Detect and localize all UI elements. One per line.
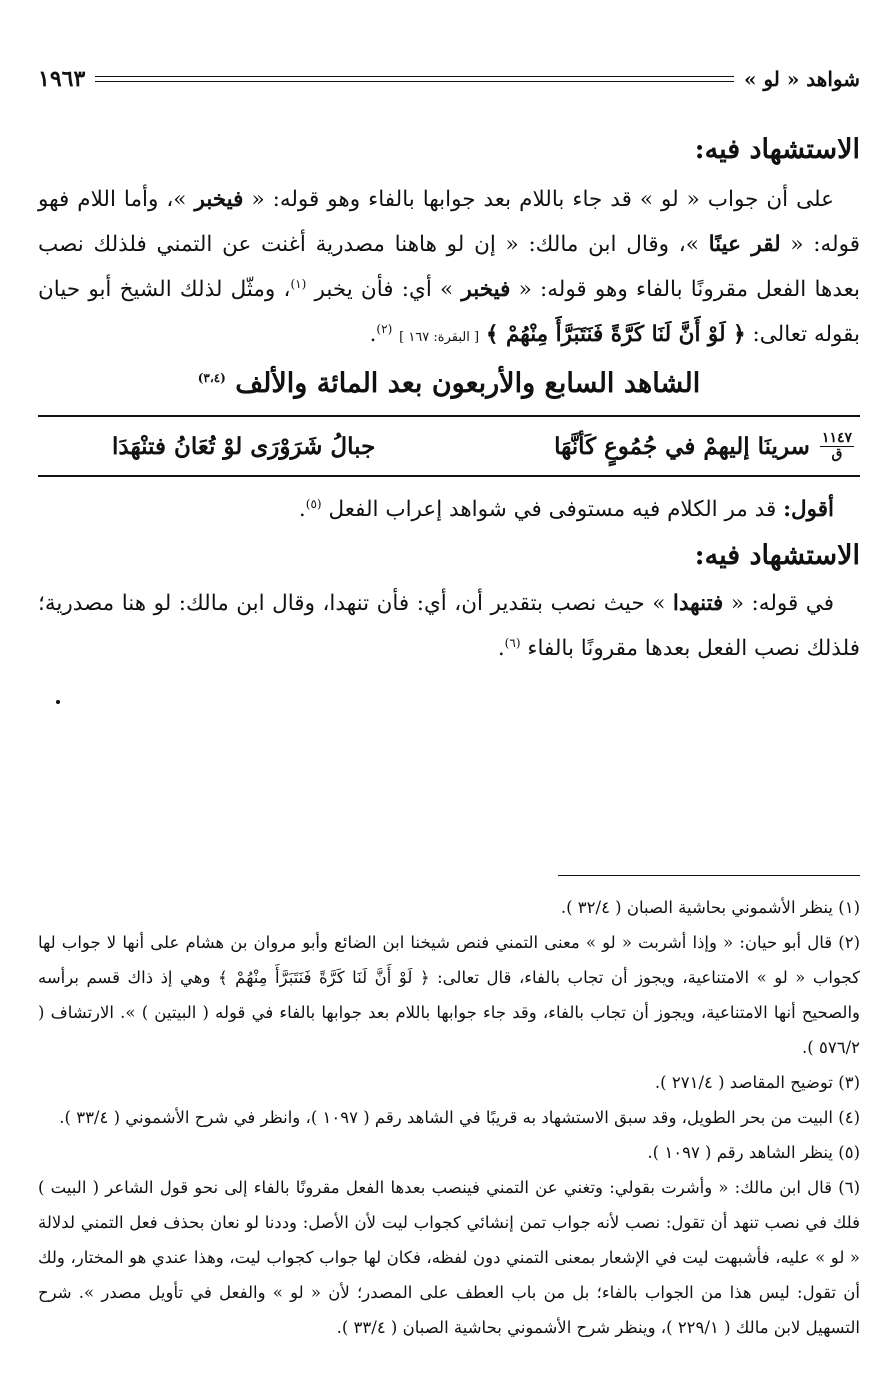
verse-number xyxy=(820,431,854,462)
text-run: » حيث نصب بتقدير أن، أي: فأن تنهدا، وقال ابن مالك: لو هنا مصدرية؛ فلذلك نصب الفعل بعدها مقرونًا بالفاء xyxy=(38,591,860,661)
quoted-word: فتنهدا xyxy=(672,591,724,616)
quoted-word: لقر عينًا xyxy=(708,232,781,257)
verse-number-value: ١١٤٧ xyxy=(821,429,852,446)
header-double-rule xyxy=(95,76,734,82)
quoted-word: فيخبر xyxy=(461,277,511,302)
footnote-2: (٢) قال أبو حيان: « وإذا أشربت « لو » معنى التمني فنص شيخنا ابن الضائع وأبو مروان بن هشام على أنها لا جواب لها كجواب « لو » الامتناعية، ويجوز أن تجاب بالفاء، قال تعالى: ﴿ لَوْ أَنَّ لَنَا كَرَّةً فَنَتَبَرَّأَ مِنْهُمْ ﴾ وهي إذ ذاك قسم برأسه والصحيح أنها الامتناعية، ويجوز أن تجاب بالفاء، وقد جاء جوابها باللام بعد جوابها بالفاء في قوله ( البيتين ) ». الارتشاف ( ٥٧٦/٢ ). xyxy=(38,933,860,1057)
footnote-4: (٤) البيت من بحر الطويل، وقد سبق الاستشهاد به قريبًا في الشاهد رقم ( ١٠٩٧ )، وانظر في شرح الأشموني ( ٣٣/٤ ). xyxy=(59,1108,860,1127)
footnote-ref: (٢) xyxy=(376,321,393,336)
text-run: »، وقال ابن مالك: « إن لو هاهنا مصدرية أغنت عن التمني فلذلك نصب بعدها الفعل مقرونًا بالفاء وهو قوله: « xyxy=(38,232,860,302)
hemistich-1: سرينَا إليهمْ في جُمُوعٍ كَأنَّهَا xyxy=(554,432,810,460)
text-run: ، ومثّل لذلك الشيخ أبو حيان بقوله تعالى: xyxy=(38,277,860,347)
book-page xyxy=(38,60,860,1380)
header-book-title: شواهد « لو » xyxy=(743,67,860,91)
quran-reference: [ البقرة: ١٦٧ ] xyxy=(399,330,480,345)
text-run: »، وأما اللام فهو قوله: « xyxy=(38,187,860,257)
footnote-ref: (٣،٤) xyxy=(197,371,226,385)
footnote-5: (٥) ينظر الشاهد رقم ( ١٠٩٧ ). xyxy=(647,1143,860,1162)
footnote-ref: (٦) xyxy=(504,635,521,650)
verse-meter: ق xyxy=(831,445,843,462)
footnote-3: (٣) توضيح المقاصد ( ٢٧١/٤ ). xyxy=(654,1073,860,1092)
footnotes xyxy=(38,890,860,1345)
verse-first-hemistich xyxy=(554,431,854,462)
quran-verse: ﴿ لَوْ أَنَّ لَنَا كَرَّةً فَنَتَبَرَّأَ مِنْهُمْ ﴾ xyxy=(485,322,746,347)
page-number: ١٩٦٣ xyxy=(38,66,86,92)
section-heading-1: الاستشهاد فيه: xyxy=(694,134,860,165)
text-run: على أن جواب « لو » قد جاء باللام بعد جوابها بالفاء وهو قوله: « xyxy=(251,187,835,212)
text-run: . xyxy=(369,322,377,347)
footnote-1: (١) ينظر الأشموني بحاشية الصبان ( ٣٢/٤ ). xyxy=(560,898,860,917)
shahid-title-text: الشاهد السابع والأربعون بعد المائة والألف xyxy=(235,368,701,399)
quoted-word: فيخبر xyxy=(194,187,244,212)
text-run: . xyxy=(497,636,505,661)
section-heading-2: الاستشهاد فيه: xyxy=(694,540,860,571)
footnote-ref: (١) xyxy=(290,276,307,291)
footnote-ref: (٥) xyxy=(305,496,322,511)
hemistich-2: جبالُ شَرَوْرَى لوْ تُعَانُ فتنْهَدَا xyxy=(112,432,376,460)
shahid-title xyxy=(38,368,860,399)
text-run: في قوله: « xyxy=(730,591,834,616)
text-run: » أي: فأن يخبر xyxy=(314,277,454,302)
paragraph-aqulu: أقول: قد مر الكلام فيه مستوفى في شواهد إعراب الفعل $^{(٥)}$. xyxy=(298,496,834,522)
poetry-verse xyxy=(38,415,860,477)
footnote-6: (٦) قال ابن مالك: « وأشرت بقولي: وتغني عن التمني فينصب بعدها الفعل مقرونًا بالفاء إلى نحو قول الشاعر ( البيت ) فلك في نصب تنهد أن تقول: نصب لأنه جواب تمن إنشائي كجواب ليت لأن الأصل: وددنا لو نعان بحذف فعل التمني لدلالة « لو » عليه، فأشبهت ليت في الإشعار بمعنى التمني دون لفظه، فكان لها جواب كجواب ليت، وهذا عندي هو المختار، ولك أن تقول: ليس هذا من الجواب بالفاء؛ بل من باب العطف على المصدر؛ لأن « لو » والفعل في تأويل مصدر ». شرح التسهيل لابن مالك ( ٢٢٩/١ )، وينظر شرح الأشموني بحاشية الصبان ( ٣٣/٤ ). xyxy=(38,1178,860,1337)
footnote-separator xyxy=(558,875,860,876)
aqulu-label: أقول: xyxy=(783,497,834,522)
stray-dot xyxy=(56,700,60,704)
text-run: قد مر الكلام فيه مستوفى في شواهد إعراب الفعل xyxy=(328,497,777,522)
running-header xyxy=(38,60,860,98)
paragraph-1 xyxy=(38,177,860,360)
paragraph-2 xyxy=(38,581,860,671)
